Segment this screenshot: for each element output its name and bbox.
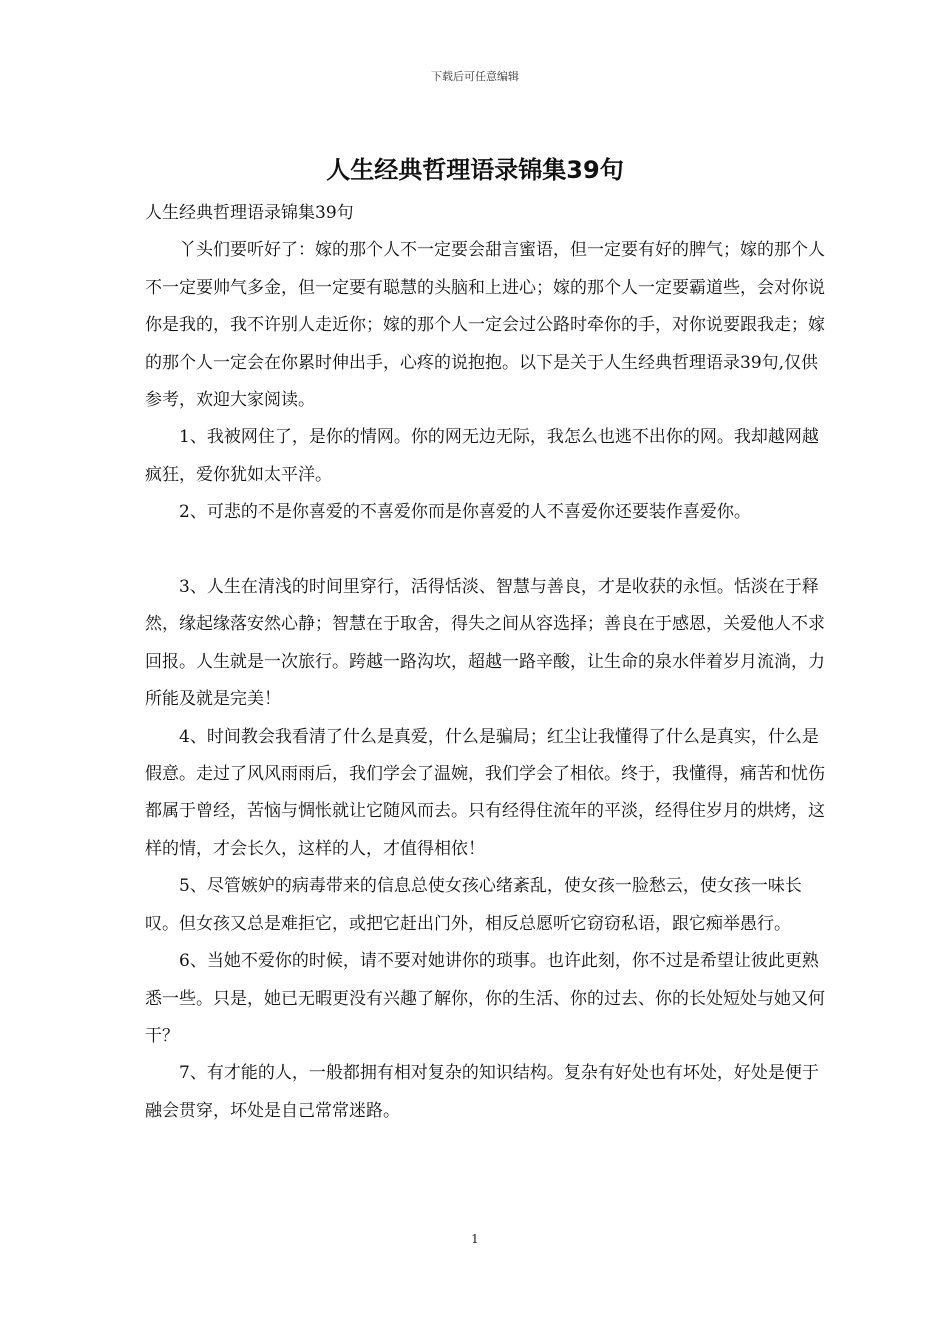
subtitle: 人生经典哲理语录锦集39句 (145, 203, 354, 223)
quote-item-1: 1、我被网住了，是你的情网。你的网无边无际，我怎么也逃不出你的网。我却越网越疯狂，爱你犹如太平洋。 (145, 427, 819, 485)
document-body (145, 195, 825, 1130)
document-title: 人生经典哲理语录锦集39句 (326, 156, 624, 184)
page-number: 1 (471, 1232, 479, 1246)
quote-item-4: 4、时间教会我看清了什么是真爱，什么是骗局；红尘让我懂得了什么是真实，什么是假意。走过了风风雨雨后，我们学会了温婉，我们学会了相依。终于，我懂得，痛苦和忧伤都属于曾经，苦恼与惆怅就让它随风而去。只有经得住流年的平淡，经得住岁月的烘烤，这样的情，才会长久，这样的人，才值得相依！ (145, 726, 825, 859)
quote-item-7: 7、有才能的人，一般都拥有相对复杂的知识结构。复杂有好处也有坏处，好处是便于融会贯穿，坏处是自己常常迷路。 (145, 1063, 819, 1121)
quote-item-5: 5、尽管嫉妒的病毒带来的信息总使女孩心绪紊乱，使女孩一脸愁云，使女孩一味长叹。但女孩又总是难拒它，或把它赶出门外，相反总愿听它窃窃私语，跟它痴举愚行。 (145, 876, 802, 934)
intro-paragraph: 丫头们要听好了：嫁的那个人不一定要会甜言蜜语，但一定要有好的脾气；嫁的那个人不一定要帅气多金，但一定要有聪慧的头脑和上进心；嫁的那个人一定要霸道些，会对你说你是我的，我不许别人走近你；嫁的那个人一定会过公路时牵你的手，对你说要跟我走；嫁的那个人一定会在你累时伸出手，心疼的说抱抱。以下是关于人生经典哲理语录39句,仅供参考，欢迎大家阅读。 (145, 240, 825, 411)
quote-item-6: 6、当她不爱你的时候，请不要对她讲你的琐事。也许此刻，你不过是希望让彼此更熟悉一些。只是，她已无暇更没有兴趣了解你，你的生活、你的过去、你的长处短处与她又何干？ (145, 951, 825, 1046)
blank-line (145, 532, 825, 569)
quote-item-3: 3、人生在清浅的时间里穿行，活得恬淡、智慧与善良，才是收获的永恒。恬淡在于释然，缘起缘落安然心静；智慧在于取舍，得失之间从容选择；善良在于感恩，关爱他人不求回报。人生就是一次旅行。跨越一路沟坎，超越一路辛酸，让生命的泉水伴着岁月流淌，力所能及就是完美！ (145, 577, 825, 710)
header-note: 下载后可任意编辑 (431, 70, 519, 83)
quote-item-2: 2、可悲的不是你喜爱的不喜爱你而是你喜爱的人不喜爱你还要装作喜爱你。 (179, 502, 751, 523)
